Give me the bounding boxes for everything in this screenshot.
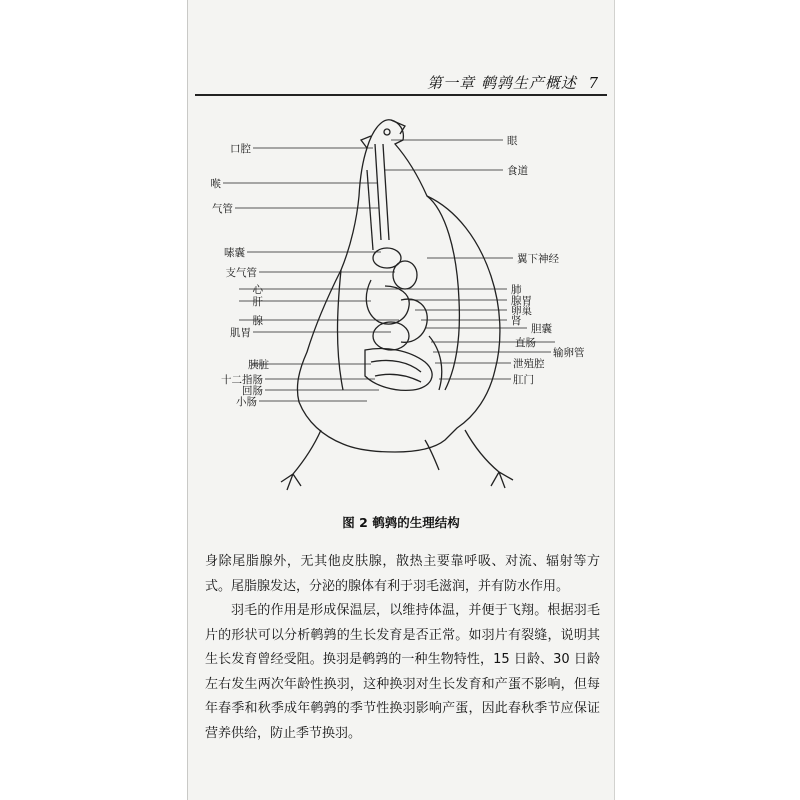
label-proventriculus: 腺胃: [511, 295, 532, 307]
right-labels: [507, 135, 585, 386]
leader-lines: [223, 140, 555, 401]
label-ovary: 卵巢: [511, 305, 532, 317]
label-gland: 腺: [252, 315, 263, 327]
label-cloaca: 泄殖腔: [513, 358, 545, 370]
label-esophagus: 食道: [507, 165, 528, 177]
figure-caption: 图 2 鹌鹑的生理结构: [342, 515, 460, 530]
label-eye: 眼: [507, 135, 518, 147]
label-rectum: 直肠: [515, 337, 536, 349]
page-header: [195, 72, 607, 96]
label-duodenum: 十二指肠: [221, 374, 263, 386]
paragraph: 羽毛的作用是形成保温层，以维持体温，并便于飞翔。根据羽毛片的形状可以分析鹌鹑的生长发育是否正常。如羽片有裂缝，说明其生长发育曾经受阻。换羽是鹌鹑的一种生物特性，15 日龄、30 日龄左右发生两次年龄性换羽，这种换羽对生长发育和产蛋不影响，但每年春季和秋季成年鹌鹑的季节性换羽影响产蛋，因此春秋季节应保证营养供给，防止季节换羽。: [205, 603, 600, 741]
label-gallbladder: 胆囊: [531, 323, 552, 335]
chapter-header: [427, 72, 599, 93]
label-heart: 心: [252, 284, 263, 296]
paragraph: 身除尾脂腺外，无其他皮肤腺，散热主要靠呼吸、对流、辐射等方式。尾脂腺发达，分泌的腺体有利于羽毛滋润，并有防水作用。: [205, 554, 600, 594]
quail-anatomy-figure: [195, 100, 607, 510]
chapter-title: 第一章 鹌鹑生产概述: [427, 74, 577, 92]
label-mouth: 口腔: [230, 143, 251, 155]
body-text: [205, 550, 600, 746]
label-liver: 肝: [252, 296, 263, 308]
label-bronchus: 支气管: [225, 267, 257, 279]
label-throat: 喉: [210, 178, 221, 190]
label-gizzard: 肌胃: [230, 327, 251, 339]
label-lung: 肺: [511, 284, 522, 296]
quail-illustration: [281, 120, 513, 490]
label-oviduct: 输卵管: [553, 347, 585, 359]
left-labels: [211, 142, 270, 408]
page-number: 7: [588, 74, 599, 92]
label-anus: 肛门: [513, 374, 534, 386]
label-kidney: 肾: [511, 315, 522, 327]
label-small-intestine: 小肠: [236, 396, 257, 408]
label-pancreas: 胰脏: [248, 359, 269, 371]
label-crop: 嗉囊: [224, 247, 245, 259]
label-ileum: 回肠: [242, 385, 263, 397]
label-subwing-nerve: 翼下神经: [517, 253, 559, 265]
label-trachea: 气管: [212, 203, 233, 215]
